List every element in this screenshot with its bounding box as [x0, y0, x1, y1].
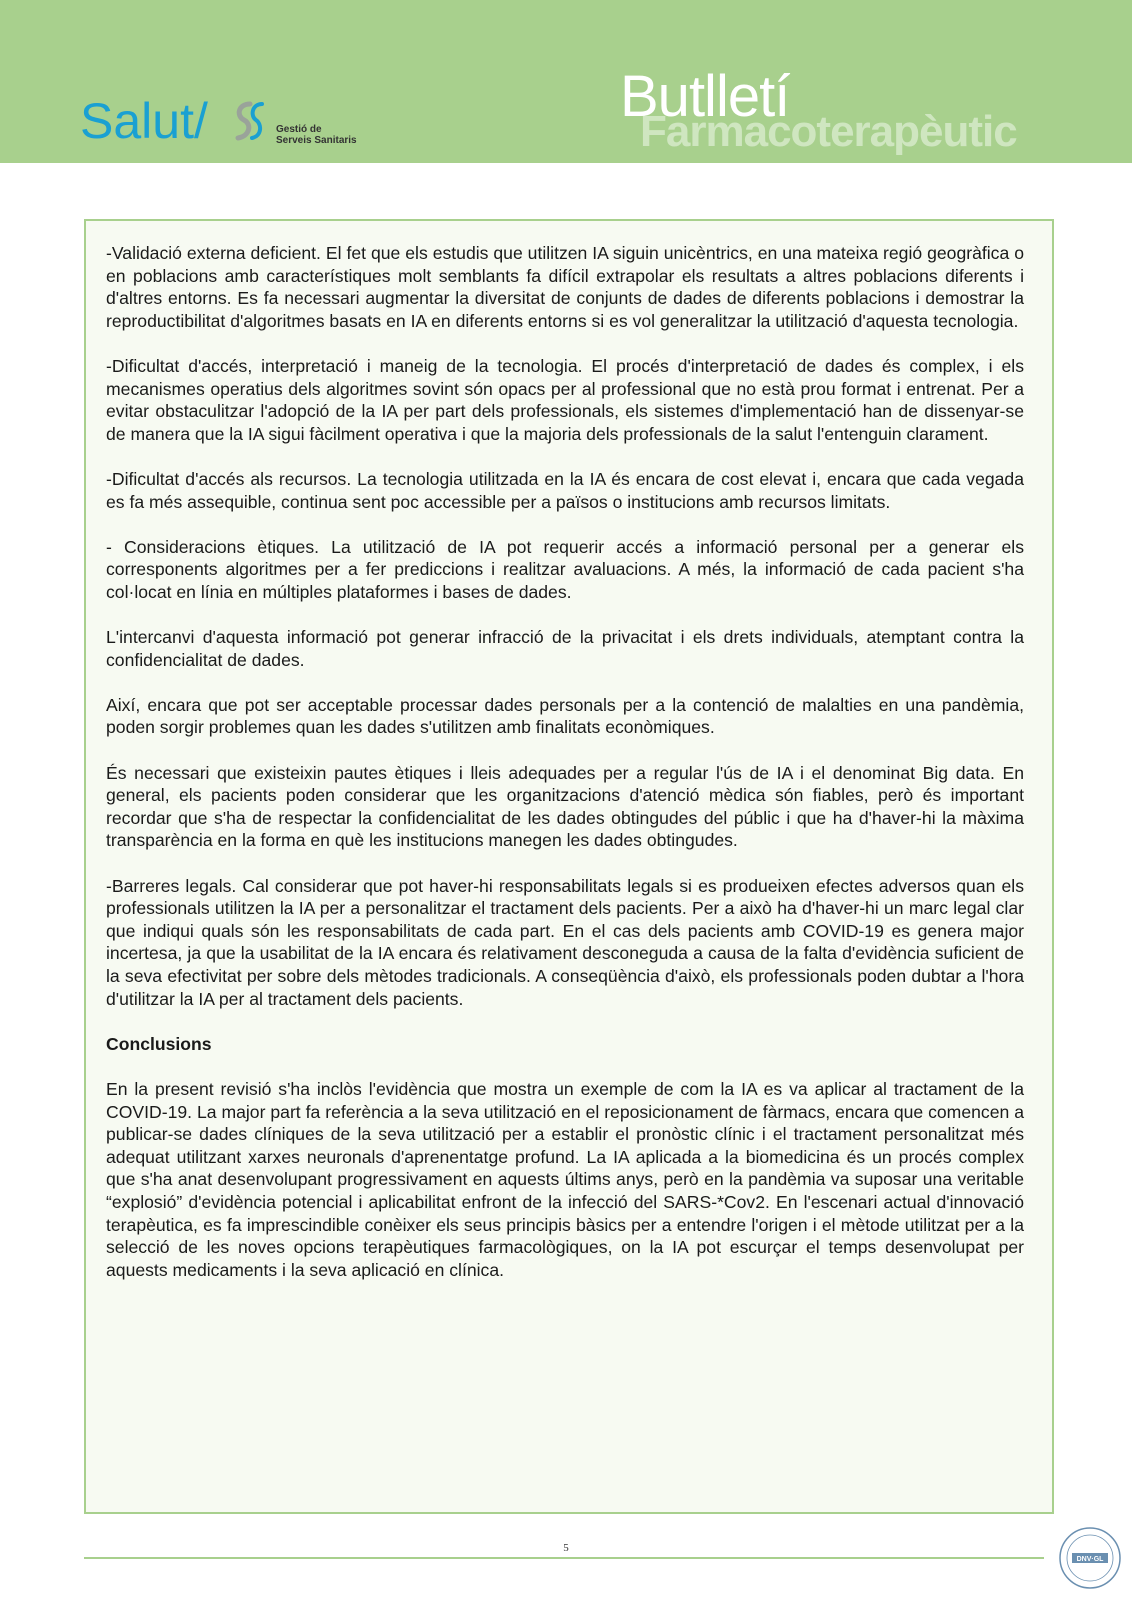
conclusions-heading: Conclusions	[106, 1033, 212, 1054]
header-band	[0, 0, 1132, 163]
paragraph-consideracions-etiques: - Consideracions ètiques. La utilització de IA pot requerir accés a informació personal per a generar els corresponents algoritmes per a fer prediccions i realitzar avaluacions. A més, la informació de cada pacient s'ha col·locat en línia en múltiples plataformes i bases de dades.	[106, 536, 1024, 602]
org-line-1: Gestió de	[276, 124, 322, 135]
paragraph-intercanvi: L'intercanvi d'aquesta informació pot generar infracció de la privacitat i els drets individuals, atemptant contra la confidencialitat de dades.	[106, 627, 1024, 670]
article-body	[106, 242, 1024, 1304]
paragraph-aixi: Així, encara que pot ser acceptable processar dades personals per a la contenció de malalties en una pandèmia, poden sorgir problemes quan les dades s'utilitzen amb finalitats econòmiques.	[106, 694, 1024, 738]
footer-divider	[84, 1557, 1044, 1559]
paragraph-conclusions: En la present revisió s'ha inclòs l'evidència que mostra un exemple de com la IA es va aplicar al tractament de la COVID-19. La major part fa referència a la seva utilització en el reposicionament de fàrmacs, encara que comencen a publicar-se dades clíniques de la seva utilització per a establir el pronòstic clínic i el tractament personalitzat més adequat utilitzant xarxes neuronals d'aprenentatge profund. La IA aplicada a la biomedicina és un procés complex que s'ha anat desenvolupant progressivament en aquests últims anys, però en la pandèmia va suposar una veritable “explosió” d'evidència potencial i aplicabilitat enfront de la infecció del SARS-*Cov2. En l'escenari actual d'innovació terapèutica, es fa imprescindible conèixer els seus principis bàsics per a entendre l'origen i el mètode utilitzat per a la selecció de les noves opcions terapèutiques farmacològiques, on la IA pot escurçar el temps desenvolupat per aquests medicaments i la seva aplicació en clínica.	[106, 1078, 1024, 1280]
paragraph-barreres-legals: -Barreres legals. Cal considerar que pot haver-hi responsabilitats legals si es produeixen efectes adversos quan els professionals utilitzen la IA per a personalitzar el tractament dels pacients. Per a això ha d'haver-hi un marc legal clar que indiqui quals són les responsabilitats de cada part. En el cas dels pacients amb COVID-19 es genera major incertesa, ja que la usabilitat de la IA encara és relativament desconeguda a causa de la falta d'evidència suficient de la seva efectivitat per sobre dels mètodes tradicionals. A conseqüència d'això, els professionals poden dubtar a l'hora d'utilitzar la IA per al tractament dels pacients.	[106, 875, 1024, 1009]
paragraph-dificultat-recursos: -Dificultat d'accés als recursos. La tecnologia utilitzada en la IA és encara de cost elevat i, encara que cada vegada es fa més assequible, continua sent poc accessible per a països o institucions amb recursos limitats.	[106, 468, 1024, 512]
paragraph-validacio: -Validació externa deficient. El fet que els estudis que utilitzen IA siguin unicèntrics, en una mateixa regió geogràfica o en poblacions amb característiques molt semblants fa difícil extrapolar els resultats a altres poblacions diferents i d'altres entorns. Es fa necessari augmentar la diversitat de conjunts de dades de diferents poblacions i demostrar la reproductibilitat d'algoritmes basats en IA en diferents entorns si es vol generalitzar la utilització d'aquesta tecnologia.	[106, 243, 1024, 331]
publication-title-line-1: Butlletí	[620, 64, 790, 129]
page-number: 5	[563, 1542, 569, 1554]
certification-seal-icon	[1058, 1526, 1122, 1590]
gss-logo-icon	[230, 100, 274, 144]
org-line-2: Serveis Sanitaris	[276, 135, 357, 146]
salut-logo-text: Salut/	[80, 93, 208, 149]
paragraph-pautes-etiques: És necessari que existeixin pautes ètiques i lleis adequades per a regular l'ús de IA i el denominat Big data. En general, els pacients poden considerar que les organitzacions d'atenció mèdica són fiables, però és important recordar que s'ha de respectar la confidencialitat de les dades obtingudes del públic i que ha d'haver-hi la màxima transparència en la forma en què les institucions manegen les dades obtingudes.	[106, 762, 1024, 851]
org-name	[276, 124, 357, 146]
publication-title-line-2: Farmacoterapèutic	[640, 107, 1017, 156]
paragraph-dificultat-tecnologia: -Dificultat d'accés, interpretació i maneig de la tecnologia. El procés d'interpretació de dades és complex, i els mecanismes operatius dels algoritmes sovint són opacs per al professional que no està prou format i entrenat. Per a evitar obstaculitzar l'adopció de la IA per part dels professionals, els sistemes d'implementació han de dissenyar-se de manera que la IA sigui fàcilment operativa i que la majoria dels professionals de la salut l'entenguin clarament.	[106, 355, 1024, 444]
seal-label: DNV·GL	[1076, 1556, 1104, 1563]
